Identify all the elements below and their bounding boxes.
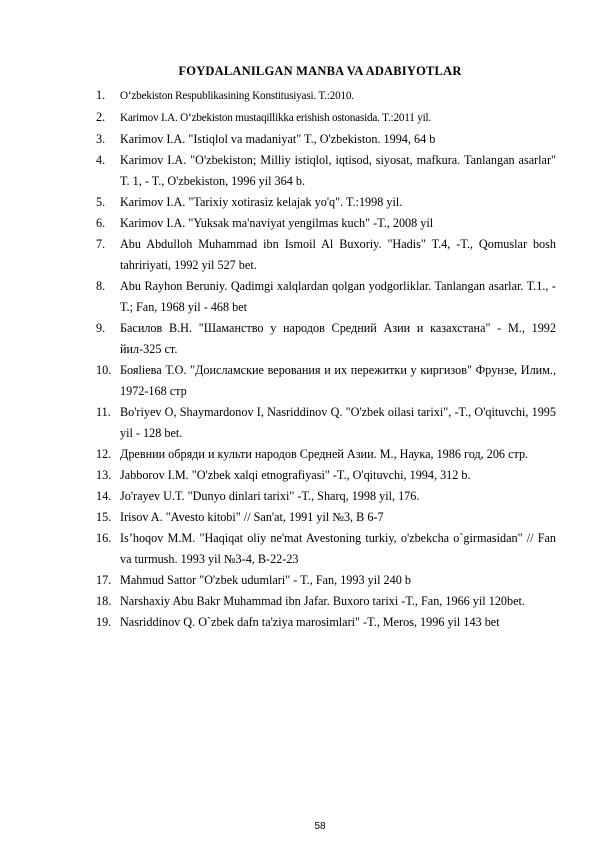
reference-item bbox=[96, 234, 556, 276]
reference-number: 5. bbox=[96, 195, 106, 209]
reference-number: 11. bbox=[96, 405, 111, 419]
reference-text: Басилов В.Н. "Шаманство у народов Средний Азии и казахстана" - М., 1992 йил-325 ст. bbox=[120, 321, 556, 356]
reference-item bbox=[96, 129, 556, 150]
reference-text: Abu Abdulloh Muhammad ibn Ismoil Al Buxoriy. "Hadis" T.4, -T., Qomuslar bosh tahririyati, 1992 yil 527 bet. bbox=[120, 237, 556, 272]
reference-item bbox=[96, 444, 556, 465]
reference-number: 19. bbox=[96, 615, 112, 629]
reference-item bbox=[96, 213, 556, 234]
reference-number: 7. bbox=[96, 237, 106, 251]
reference-item bbox=[96, 276, 556, 318]
reference-number: 3. bbox=[96, 132, 106, 146]
reference-number: 10. bbox=[96, 363, 112, 377]
page-title: FOYDALANILGAN MANBA VA ADABIYOTLAR bbox=[178, 64, 462, 78]
reference-text: Бояliева Т.О. "Доисламские верования и их пережитки у киргизов" Фрунзе, Илим., 1972-168 стр bbox=[120, 363, 556, 398]
reference-item bbox=[96, 507, 556, 528]
reference-text: Narshaxiy Abu Bakr Muhammad ibn Jafar. Buxoro tarixi -T., Fan, 1966 yil 120bet. bbox=[120, 594, 525, 608]
reference-text: Karimov I.A. "O'zbekiston; Milliy istiqlol, iqtisod, siyosat, mafkura. Tanlangan asarlar" T. 1, - T., O'zbekiston, 1996 yil 364 b. bbox=[120, 153, 556, 188]
reference-item bbox=[96, 612, 556, 633]
reference-text: Древнии обряди и культи народов Средней Азии. М., Наука, 1986 год, 206 стр. bbox=[120, 447, 529, 461]
reference-text: Nasriddinov Q. O`zbek dafn ta'ziya marosimlari" -T., Meros, 1996 yil 143 bet bbox=[120, 615, 500, 629]
reference-item bbox=[96, 570, 556, 591]
reference-item bbox=[96, 150, 556, 192]
reference-number: 17. bbox=[96, 573, 112, 587]
reference-item bbox=[96, 107, 556, 129]
reference-item bbox=[96, 360, 556, 402]
reference-item bbox=[96, 591, 556, 612]
reference-number: 14. bbox=[96, 489, 112, 503]
reference-item bbox=[96, 486, 556, 507]
reference-item bbox=[96, 192, 556, 213]
reference-number: 6. bbox=[96, 216, 106, 230]
reference-number: 9. bbox=[96, 321, 106, 335]
reference-text: Irisov A. "Avesto kitobi" // San'at, 1991 yil №3, B 6-7 bbox=[120, 510, 384, 524]
reference-text: Mahmud Sattor "O'zbek udumlari" - T., Fan, 1993 yil 240 b bbox=[120, 573, 411, 587]
reference-item bbox=[96, 85, 556, 107]
reference-item bbox=[96, 528, 556, 570]
reference-number: 13. bbox=[96, 468, 112, 482]
reference-number: 8. bbox=[96, 279, 106, 293]
page-number: 58 bbox=[314, 821, 326, 832]
reference-item bbox=[96, 318, 556, 360]
reference-number: 1. bbox=[96, 88, 106, 102]
reference-text: Abu Rayhon Beruniy. Qadimgi xalqlardan qolgan yodgorliklar. Tanlangan asarlar. T.1., -T.; Fan, 1968 yil - 468 bet bbox=[120, 279, 556, 314]
reference-number: 15. bbox=[96, 510, 112, 524]
reference-number: 18. bbox=[96, 594, 112, 608]
reference-text: Karimov I.A. "Tarixiy xotirasiz kelajak yo'q". T.:1998 yil. bbox=[120, 195, 403, 209]
reference-text: Karimov I.A. "Yuksak ma'naviyat yengilmas kuch" -T., 2008 yil bbox=[120, 216, 434, 230]
reference-item bbox=[96, 402, 556, 444]
reference-number: 12. bbox=[96, 447, 112, 461]
reference-number: 16. bbox=[96, 531, 112, 545]
reference-number: 2. bbox=[96, 110, 106, 124]
reference-text: Jabborov I.M. "O'zbek xalqi etnografiyasi" -T., O'qituvchi, 1994, 312 b. bbox=[120, 468, 471, 482]
reference-item bbox=[96, 465, 556, 486]
reference-list bbox=[96, 85, 556, 633]
reference-text: Jo'rayev U.T. "Dunyo dinlari tarixi" -T., Sharq, 1998 yil, 176. bbox=[120, 489, 420, 503]
reference-text: Karimov I.A. O‘zbekiston mustaqillikka erishish ostonasida. T.:2011 yil. bbox=[120, 112, 432, 124]
reference-number: 4. bbox=[96, 153, 106, 167]
reference-text: O‘zbekiston Respublikasining Konstitusiyasi. T.:2010. bbox=[120, 90, 354, 102]
reference-text: Bo'riyev O, Shaymardonov I, Nasriddinov Q. "O'zbek oilasi tarixi", -T., O'qituvchi, 1995 yil - 128 bet. bbox=[120, 405, 556, 440]
reference-text: Is’hoqov M.M. "Haqiqat oliy ne'mat Avestoning turkiy, o'zbekcha o`girmasidan" // Fan va turmush. 1993 yil №3-4, B-22-23 bbox=[120, 531, 556, 566]
reference-text: Karimov I.A. "Istiqlol va madaniyat" T., O'zbekiston. 1994, 64 b bbox=[120, 132, 436, 146]
